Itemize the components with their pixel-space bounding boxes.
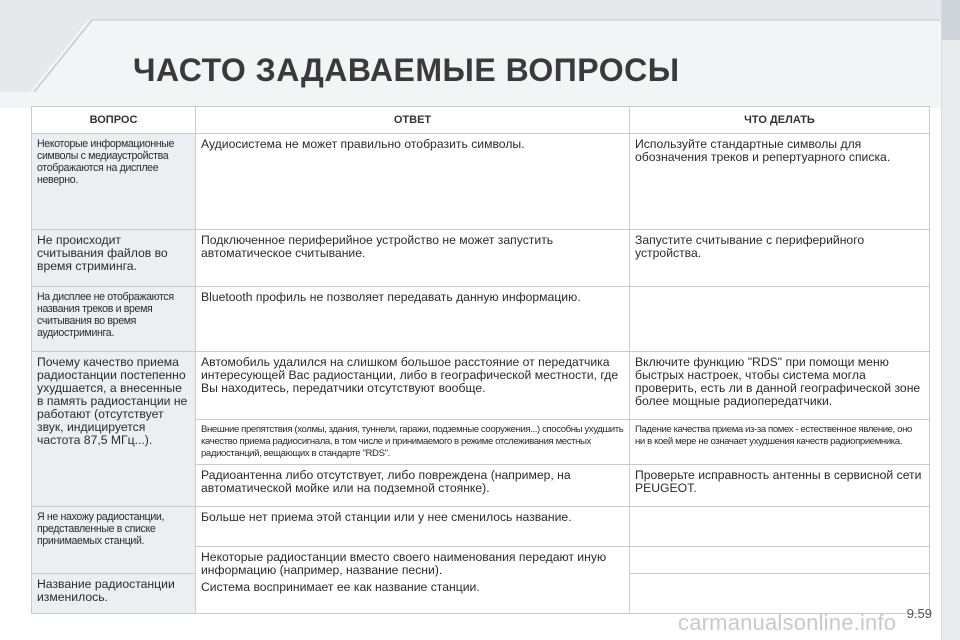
answer-cell: Внешние препятствия (холмы, здания, туннели, гаражи, подземные сооружения...) способны ухудшить качество приема радиосигнала, в том числе и принимаемого в режиме отслеживания местных радиостанций, вещающих в стандарте "RDS".: [196, 420, 630, 465]
action-cell: [630, 287, 930, 352]
faq-table-container: [31, 106, 929, 614]
answer-cell: Подключенное периферийное устройство не может запустить автоматическое считывание.: [196, 230, 630, 287]
answer-cell: Автомобиль удалился на слишком большое расстояние от передатчика интересующей Вас радиостанции, либо в географической местности, где Вы находитесь, передатчики отсутствуют вообще.: [196, 352, 630, 420]
faq-table: [31, 106, 930, 614]
watermark: carmanualsonline.info: [678, 610, 897, 635]
action-cell: [630, 547, 930, 574]
action-cell: [630, 507, 930, 547]
action-cell: [630, 574, 930, 614]
answer-cell: [196, 547, 630, 614]
answer-cell: Радиоантенна либо отсутствует, либо повреждена (например, на автоматической мойке или на подземной стоянке).: [196, 465, 630, 507]
answer-paragraph: Система воспринимает ее как название станции.: [201, 580, 480, 594]
action-cell: Падение качества приема из-за помех - естественное явление, оно ни в коей мере не означает ухудшения качеств радиоприемника.: [630, 420, 930, 465]
table-row: [32, 230, 930, 287]
question-cell: Почему качество приема радиостанции постепенно ухудшается, а внесенные в память радиостанции не работают (отсутствует звук, индицируется частота 87,5 МГц...).: [32, 352, 196, 507]
table-row: [32, 134, 930, 230]
answer-cell: Аудиосистема не может правильно отобразить символы.: [196, 134, 630, 230]
page-title: ЧАСТО ЗАДАВАЕМЫЕ ВОПРОСЫ: [133, 52, 680, 88]
question-cell: Некоторые информационные символы с медиаустройства отображаются на дисплее неверно.: [32, 134, 196, 230]
action-cell: Включите функцию "RDS" при помощи меню быстрых настроек, чтобы система могла проверить, есть ли в данной географической зоне более мощные радиопередатчики.: [630, 352, 930, 420]
table-row: [32, 507, 930, 547]
answer-cell: Bluetooth профиль не позволяет передавать данную информацию.: [196, 287, 630, 352]
table-header-row: [32, 107, 930, 134]
chapter-tab: [941, 0, 960, 640]
action-cell: Проверьте исправность антенны в сервисной сети PEUGEOT.: [630, 465, 930, 507]
header-question: ВОПРОС: [32, 107, 196, 134]
answer-cell: Больше нет приема этой станции или у нее сменилось название.: [196, 507, 630, 547]
page-number: 9.59: [906, 606, 932, 621]
header-answer: ОТВЕТ: [196, 107, 630, 134]
action-cell: Запустите считывание с периферийного устройства.: [630, 230, 930, 287]
table-row: [32, 287, 930, 352]
question-cell: На дисплее не отображаются названия треков и время считывания во время аудиостриминга.: [32, 287, 196, 352]
action-cell: Используйте стандартные символы для обозначения треков и репертуарного списка.: [630, 134, 930, 230]
header-action: ЧТО ДЕЛАТЬ: [630, 107, 930, 134]
question-cell: Не происходит считывания файлов во время стриминга.: [32, 230, 196, 287]
answer-paragraph: Некоторые радиостанции вместо своего наименования передают иную информацию (например, название песни).: [201, 550, 607, 577]
question-cell: Я не нахожу радиостанции, представленные в списке принимаемых станций.: [32, 507, 196, 574]
table-row: [32, 352, 930, 420]
question-cell: Название радиостанции изменилось.: [32, 574, 196, 614]
